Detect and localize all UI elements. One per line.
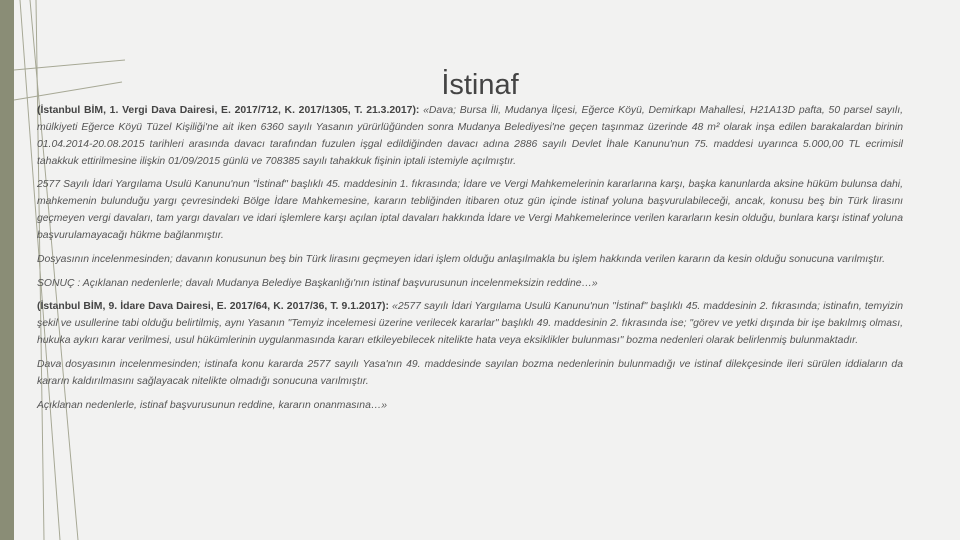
slide-body bbox=[37, 103, 903, 422]
paragraph-3: Dosyasının incelenmesinden; davanın konusunun beş bin Türk lirasını geçmeyen idari işlem olduğu anlaşılmakla bu işlem hakkında verilen kararın da kesin olduğu sonucuna varılmıştır. bbox=[37, 253, 886, 265]
citation-lead: (İstanbul BİM, 1. Vergi Dava Dairesi, E. 2017/712, K. 2017/1305, T. 21.3.2017): bbox=[37, 105, 420, 116]
citation-lead: (İstanbul BİM, 9. İdare Dava Dairesi, E. 2017/64, K. 2017/36, T. 9.1.2017): bbox=[37, 301, 389, 313]
paragraph-7: Açıklanan nedenlerle, istinaf başvurusunun reddine, kararın onanmasına…» bbox=[37, 399, 388, 411]
paragraph-6: Dava dosyasının incelenmesinden; istinafa konu kararda 2577 sayılı Yasa'nın 49. maddesinde sayılan bozma nedenlerinin bulunmadığı ve istinaf dilekçesinde ileri sürülen iddiaların da kararın kaldırılmasını sağlayacak nitelikte olmadığı sonucuna varılmıştır. bbox=[37, 358, 903, 387]
paragraph-text: «2577 sayılı İdari Yargılama Usulü Kanunu'nun "İstinaf" başlıklı 45. maddesinin 2. fıkrasında; istinafın, temyizin şekil ve usullerine tabi olduğu belirtilmiş, aynı Yasanın "Temyiz incelemesi üzerine verilecek kararlar" başlıklı 49. maddesinin 2. fıkrasında ise; "görev ve yetki dışında bir işe bakılmış olması, hukuka aykırı karar verilmesi, usul hükümlerinin uygulanmasında kararı etkileyebilecek nitelikte hata veya eksiklikler bulunması" bozma nedenleri olarak belirlenmiş bulunmaktadır. bbox=[37, 301, 903, 347]
slide-title: İstinaf bbox=[441, 69, 519, 102]
paragraph-2: 2577 Sayılı İdari Yargılama Usulü Kanunu'nun "İstinaf" başlıklı 45. maddesinin 1. fıkrasında; İdare ve Vergi Mahkemelerinin kararlarına karşı, başka kanunlarda aksine hüküm bulunsa dahi, mahkemenin bulunduğu yargı çevresindeki Bölge İdare Mahkemesine, kararın tebliğinden itibaren otuz gün içinde istinaf yoluna başvurulabileceği, ancak, konusu beş bin Türk lirasını geçmeyen vergi davaları, tam yargı davaları ve idari işlemlere karşı açılan iptal davaları hakkında İdare ve Vergi Mahkemelerince verilen kararların kesin olduğu, bunlara karşı istinaf yoluna başvurulamayacağı hükme bağlanmıştır. bbox=[37, 179, 903, 241]
paragraph-5 bbox=[37, 299, 903, 350]
paragraph-1 bbox=[37, 103, 903, 170]
paragraph-text: «Dava; Bursa İli, Mudanya İlçesi, Eğerce Köyü, Demirkapı Mahallesi, H21A13D pafta, 50 parsel sayılı, mülkiyeti Eğerce Köyü Tüzel Kişiliği'ne ait iken 6360 sayılı Yasanın yürürlüğünden sonra Mudanya Belediyesi'ne geçen taşınmaz üzerinde 48 m² olarak inşa edilen barakalardan birinin 01.04.2014-20.08.2015 tarihleri arasında davacı tarafından fuzulen işgal edildiğinden davacı adına 2886 sayılı Devlet İhale Kanunu'nun 75. maddesi uyarınca 5.000,00 TL ecrimisil tahakkuk ettirilmesine ilişkin 01/09/2015 günlü ve 708385 sayılı tahakkuk fişinin iptali istemiyle açılmıştır. bbox=[37, 105, 904, 167]
paragraph-4: SONUÇ : Açıklanan nedenlerle; davalı Mudanya Belediye Başkanlığı'nın istinaf başvurusunun incelenmeksizin reddine…» bbox=[37, 277, 598, 289]
